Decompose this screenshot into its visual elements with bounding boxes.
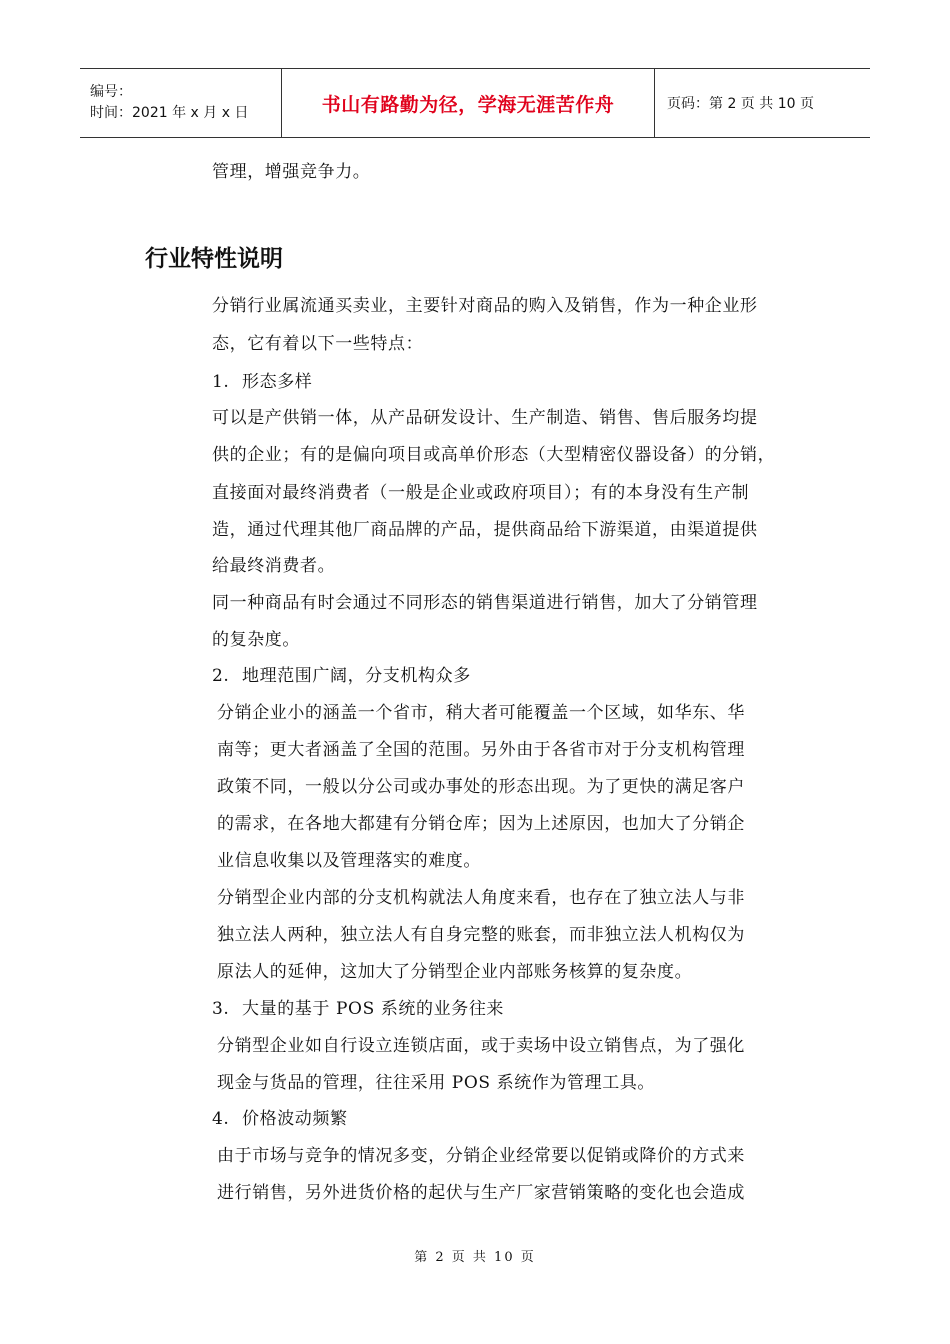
number-label: 编号： (90, 84, 132, 100)
paragraph-line: 供的企业；有的是偏向项目或高单价形态（大型精密仪器设备）的分销， (212, 445, 776, 465)
paragraph-line: 进行销售，另外进货价格的起伏与生产厂家营销策略的变化也会造成 (217, 1183, 745, 1203)
page-footer: 第 2 页 共 10 页 (414, 1250, 536, 1265)
paragraph-line: 可以是产供销一体，从产品研发设计、生产制造、销售、售后服务均提 (212, 408, 758, 428)
header-page-info: 页码：第 2 页 共 10 页 (667, 96, 814, 112)
paragraph-line: 业信息收集以及管理落实的难度。 (217, 851, 481, 871)
paragraph-line: 直接面对最终消费者（一般是企业或政府项目）；有的本身没有生产制 (212, 483, 750, 503)
list-item-heading (212, 664, 471, 688)
paragraph-line: 分销企业小的涵盖一个省市，稍大者可能覆盖一个区域，如华东、华 (217, 703, 745, 723)
para1-line: 态，它有着以下一些特点： (212, 334, 424, 354)
list-item-heading (212, 997, 504, 1021)
paragraph-line: 原法人的延伸，这加大了分销型企业内部账务核算的复杂度。 (217, 962, 693, 982)
list-item-title: 形态多样 (242, 372, 313, 392)
list-item-number: 4. (212, 1109, 230, 1129)
paragraph-line: 独立法人两种，独立法人有自身完整的账套，而非独立法人机构仅为 (217, 925, 745, 945)
intro-tail: 管理，增强竞争力。 (212, 162, 371, 182)
list-item-heading (212, 370, 312, 394)
list-item-heading (212, 1107, 348, 1131)
list-item-number: 1. (212, 372, 230, 392)
paragraph-line: 造，通过代理其他厂商品牌的产品，提供商品给下游渠道，由渠道提供 (212, 520, 758, 540)
header-meta (80, 69, 282, 137)
page-header (80, 68, 870, 138)
time-label: 时间：2021 年 x 月 x 日 (90, 105, 249, 121)
paragraph-line: 现金与货品的管理，往往采用 POS 系统作为管理工具。 (217, 1073, 656, 1093)
para1-line: 分销行业属流通买卖业，主要针对商品的购入及销售，作为一种企业形 (212, 296, 758, 316)
paragraph-line: 分销型企业如自行设立连锁店面，或于卖场中设立销售点，为了强化 (217, 1036, 745, 1056)
paragraph-line: 政策不同，一般以分公司或办事处的形态出现。为了更快的满足客户 (217, 777, 745, 797)
paragraph-line: 分销型企业内部的分支机构就法人角度来看，也存在了独立法人与非 (217, 888, 745, 908)
paragraph-line: 由于市场与竞争的情况多变，分销企业经常要以促销或降价的方式来 (217, 1146, 745, 1166)
paragraph-line: 给最终消费者。 (212, 556, 336, 576)
list-item-title: 价格波动频繁 (242, 1109, 348, 1129)
list-item-number: 2. (212, 666, 230, 686)
list-item-number: 3. (212, 999, 230, 1019)
list-item-title: 大量的基于 POS 系统的业务往来 (242, 999, 505, 1019)
paragraph-line: 的需求，在各地大都建有分销仓库；因为上述原因，也加大了分销企 (217, 814, 745, 834)
list-item-title: 地理范围广阔，分支机构众多 (242, 666, 471, 686)
paragraph-line: 南等；更大者涵盖了全国的范围。另外由于各省市对于分支机构管理 (217, 740, 745, 760)
section-title: 行业特性说明 (145, 246, 283, 272)
header-motto: 书山有路勤为径，学海无涯苦作舟 (321, 93, 615, 116)
paragraph-line: 同一种商品有时会通过不同形态的销售渠道进行销售，加大了分销管理 (212, 593, 758, 613)
header-motto-cell (282, 69, 655, 137)
paragraph-line: 的复杂度。 (212, 630, 300, 650)
